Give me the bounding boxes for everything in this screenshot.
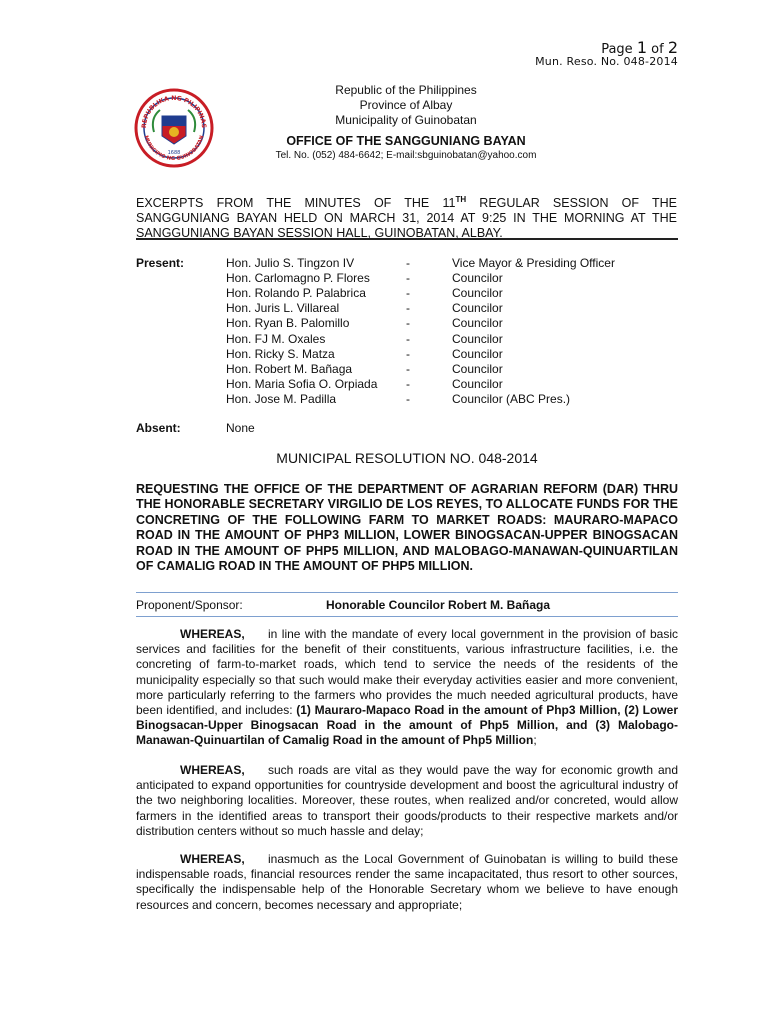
member-position: Councilor bbox=[452, 271, 503, 286]
whereas-end: ; bbox=[533, 733, 537, 748]
member-name: Hon. Jose M. Padilla bbox=[226, 391, 337, 406]
seal-top-text: REPUBLIKA NG PILIPINAS bbox=[140, 94, 208, 129]
member-position: Councilor bbox=[452, 331, 503, 346]
member-dash: - bbox=[406, 376, 410, 391]
absent-row bbox=[136, 421, 678, 436]
present-member-row bbox=[136, 301, 678, 316]
whereas-paragraph-2 bbox=[136, 763, 678, 839]
proponent-label: Proponent/Sponsor: bbox=[136, 598, 243, 612]
member-name: Hon. Carlomagno P. Flores bbox=[226, 271, 370, 286]
header-divider bbox=[136, 238, 678, 240]
member-dash: - bbox=[406, 301, 410, 316]
header-municipality: Municipality of Guinobatan bbox=[335, 113, 477, 127]
member-dash: - bbox=[406, 316, 410, 331]
member-position: Councilor bbox=[452, 286, 503, 301]
present-member-row bbox=[136, 316, 678, 331]
member-position: Councilor (ABC Pres.) bbox=[452, 391, 571, 406]
member-position: Councilor bbox=[452, 376, 503, 391]
member-position: Councilor bbox=[452, 301, 503, 316]
present-label: Present: bbox=[136, 256, 185, 270]
member-name: Hon. Robert M. Bañaga bbox=[226, 361, 353, 376]
absent-label: Absent: bbox=[136, 421, 181, 435]
seal-bottom-text: MUNICIPIO NG GUINOBATAN bbox=[142, 134, 206, 163]
municipal-seal-icon bbox=[134, 88, 214, 168]
member-name: Hon. Ricky S. Matza bbox=[226, 346, 335, 361]
member-dash: - bbox=[406, 331, 410, 346]
resolution-title: MUNICIPAL RESOLUTION NO. 048-2014 bbox=[276, 450, 538, 466]
whereas-text: such roads are vital as they would pave the way for economic growth and anticipated to expand opportunities for countryside development and boost the agricultural industry of the two neighboring localities. Moreover, these routes, when realized and/or concreted, would allow farmers in the identified areas to transport their goods/products to their respective markets and/or distribution centers without so much hassle and delay; bbox=[136, 763, 678, 838]
member-name: Hon. Rolando P. Palabrica bbox=[226, 286, 366, 301]
excerpts-text-b: REGULAR SESSION OF THE SANGGUNIANG BAYAN HELD ON MARCH 31, 2014 AT 9:25 IN THE MORNING AT THE SANGGUNIANG BAYAN SESSION HALL, GUINOBATAN, ALBAY. bbox=[136, 196, 677, 241]
letterhead bbox=[236, 83, 576, 128]
page-label: Page bbox=[601, 42, 633, 57]
excerpts-paragraph bbox=[136, 192, 677, 241]
present-member-row bbox=[136, 332, 678, 347]
page-current: 1 bbox=[636, 38, 647, 57]
excerpts-sup: TH bbox=[455, 195, 467, 204]
member-name: Hon. Juris L. Villareal bbox=[226, 301, 340, 316]
member-position: Councilor bbox=[452, 316, 503, 331]
whereas-text: in line with the mandate of every local government in the provision of basic services and facilities for the benefit of their constituents, various infrastructure facilities, i.e. the concreting of farm-to-market roads, which tend to service the needs of the residents of the municipality especially so that such would make their everyday activities easier and more convenient, more particularly referring to the farmers who provides the much needed agricultural products, have been identified, and includes: bbox=[136, 627, 678, 718]
whereas-text: inasmuch as the Local Government of Guinobatan is willing to build these indispensable roads, financial resources render the same incapacitated, thus resort to other sources, specifically the indispensable help of the Honorable Secretary whom we believe to have enough resources and concern, becomes necessary and appropriate; bbox=[136, 852, 678, 912]
proponent-name: Honorable Councilor Robert M. Bañaga bbox=[326, 598, 551, 612]
present-member-row bbox=[136, 362, 678, 377]
member-name: Hon. Maria Sofia O. Orpiada bbox=[226, 376, 378, 391]
absent-value: None bbox=[226, 421, 255, 435]
member-dash: - bbox=[406, 286, 410, 301]
member-dash: - bbox=[406, 391, 410, 406]
resolution-request: REQUESTING THE OFFICE OF THE DEPARTMENT OF AGRARIAN REFORM (DAR) THRU THE HONORABLE SECRETARY VIRGILIO DE LOS REYES, TO ALLOCATE FUNDS FOR THE CONCRETING OF THE FOLLOWING FARM TO MARKET ROADS: MAURARO-MAPACO ROAD IN THE AMOUNT OF PHP3 MILLION, LOWER BINOGSACAN-UPPER BINOGSACAN ROAD IN THE AMOUNT OF PHP5 MILLION, AND MALOBAGO-MANAWAN-QUINUARTILAN OF CAMALIG ROAD IN THE AMOUNT OF PHP5 MILLION. bbox=[136, 482, 678, 574]
office-contact: Tel. No. (052) 484-6642; E-mail:sbguinobatan@yahoo.com bbox=[275, 150, 537, 161]
seal-year: 1688 bbox=[167, 150, 181, 156]
member-dash: - bbox=[406, 346, 410, 361]
proponent-bottom-rule bbox=[136, 616, 678, 617]
whereas-paragraph-1 bbox=[136, 627, 678, 749]
reso-number: Mun. Reso. No. 048-2014 bbox=[535, 55, 678, 68]
member-name: Hon. Julio S. Tingzon IV bbox=[226, 256, 355, 270]
member-position: Vice Mayor & Presiding Officer bbox=[452, 256, 615, 270]
header-province: Province of Albay bbox=[359, 98, 453, 112]
whereas-paragraph-3 bbox=[136, 852, 678, 913]
excerpts-text-a: EXCERPTS FROM THE MINUTES OF THE 11 bbox=[136, 196, 456, 211]
present-member-row bbox=[136, 256, 678, 271]
header-republic: Republic of the Philippines bbox=[335, 83, 477, 97]
member-dash: - bbox=[406, 256, 410, 270]
whereas-label: WHEREAS, bbox=[180, 763, 245, 777]
office-title: OFFICE OF THE SANGGUNIANG BAYAN bbox=[286, 134, 526, 148]
present-member-row bbox=[136, 377, 678, 392]
proponent-top-rule bbox=[136, 592, 678, 593]
whereas-label: WHEREAS, bbox=[180, 852, 245, 866]
present-member-row bbox=[136, 392, 678, 407]
page-of: of bbox=[651, 42, 664, 57]
present-member-row bbox=[136, 271, 678, 286]
present-member-row bbox=[136, 347, 678, 362]
member-position: Councilor bbox=[452, 346, 503, 361]
page-total: 2 bbox=[667, 38, 678, 57]
present-member-row bbox=[136, 286, 678, 301]
member-dash: - bbox=[406, 271, 410, 286]
member-name: Hon. FJ M. Oxales bbox=[226, 331, 326, 346]
member-position: Councilor bbox=[452, 361, 503, 376]
whereas-label: WHEREAS, bbox=[180, 627, 245, 641]
member-dash: - bbox=[406, 361, 410, 376]
member-name: Hon. Ryan B. Palomillo bbox=[226, 316, 350, 331]
whereas-roads-list: (1) Mauraro-Mapaco Road in the amount of Php3 Million, (2) Lower Binogsacan-Upper Binogsacan Road in the amount of Php5 Million, and (3) Malobago-Manawan-Quinuartilan of Camalig Road in the amount of Php5 Million bbox=[136, 703, 678, 748]
